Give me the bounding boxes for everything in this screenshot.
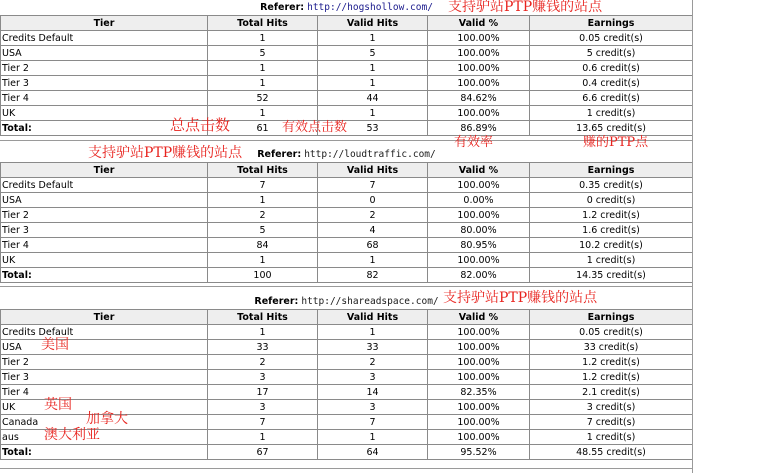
col-header-total-hits: Total Hits — [208, 310, 318, 325]
table-row — [1, 385, 693, 400]
total-hits-cell: 1 — [208, 76, 318, 91]
col-header-valid-pct: Valid % — [428, 16, 530, 31]
table-row — [1, 238, 693, 253]
valid-hits-cell: 1 — [318, 106, 428, 121]
total-hits-cell: 7 — [208, 415, 318, 430]
valid-hits-cell: 2 — [318, 355, 428, 370]
tier-cell: Tier 2 — [1, 208, 208, 223]
table-header-row — [1, 310, 693, 325]
valid-pct-cell: 100.00% — [428, 340, 530, 355]
right-border — [692, 0, 693, 473]
total-hits-cell: 1 — [208, 61, 318, 76]
valid-hits-cell: 5 — [318, 46, 428, 61]
valid-hits-cell: 1 — [318, 61, 428, 76]
total-hits-cell: 1 — [208, 325, 318, 340]
total-row — [1, 445, 693, 460]
table-row — [1, 178, 693, 193]
earnings-cell: 3 credit(s) — [530, 400, 693, 415]
valid-hits-cell: 53 — [318, 121, 428, 136]
table-row — [1, 91, 693, 106]
valid-hits-cell: 1 — [318, 31, 428, 46]
valid-pct-cell: 100.00% — [428, 106, 530, 121]
total-hits-cell: 1 — [208, 253, 318, 268]
valid-hits-cell: 68 — [318, 238, 428, 253]
total-hits-cell: 52 — [208, 91, 318, 106]
valid-pct-cell: 100.00% — [428, 370, 530, 385]
table-row — [1, 76, 693, 91]
valid-pct-cell: 100.00% — [428, 355, 530, 370]
valid-pct-cell: 80.95% — [428, 238, 530, 253]
table-row — [1, 340, 693, 355]
referer-label: Referer: — [260, 2, 305, 13]
valid-pct-cell: 100.00% — [428, 415, 530, 430]
earnings-cell: 0.4 credit(s) — [530, 76, 693, 91]
tier-cell: Credits Default — [1, 178, 208, 193]
annotation-site-ptp-3: 支持驴站PTP赚钱的站点 — [443, 290, 598, 306]
referer-link[interactable]: http://loudtraffic.com/ — [304, 149, 436, 160]
total-hits-cell: 7 — [208, 178, 318, 193]
total-hits-cell: 61 — [208, 121, 318, 136]
table-row — [1, 253, 693, 268]
earnings-cell: 33 credit(s) — [530, 340, 693, 355]
annotation-valid-hits: 有效点击数 — [282, 120, 348, 135]
valid-pct-cell: 100.00% — [428, 31, 530, 46]
valid-hits-cell: 0 — [318, 193, 428, 208]
valid-pct-cell: 0.00% — [428, 193, 530, 208]
col-header-valid-pct: Valid % — [428, 163, 530, 178]
total-row — [1, 268, 693, 283]
tier-cell: Tier 2 — [1, 61, 208, 76]
tier-cell: Credits Default — [1, 325, 208, 340]
valid-pct-cell: 100.00% — [428, 400, 530, 415]
total-hits-cell: 1 — [208, 31, 318, 46]
table-header-row — [1, 163, 693, 178]
table-row — [1, 223, 693, 238]
valid-pct-cell: 100.00% — [428, 46, 530, 61]
referer-table-2 — [0, 147, 693, 283]
earnings-cell: 48.55 credit(s) — [530, 445, 693, 460]
referer-link[interactable]: http://hogshollow.com/ — [307, 2, 433, 13]
table-row — [1, 355, 693, 370]
tier-cell: UK — [1, 400, 208, 415]
tier-cell: UK — [1, 106, 208, 121]
total-hits-cell: 2 — [208, 208, 318, 223]
valid-pct-cell: 82.00% — [428, 268, 530, 283]
valid-pct-cell: 100.00% — [428, 325, 530, 340]
total-label: Total: — [1, 268, 208, 283]
col-header-total-hits: Total Hits — [208, 163, 318, 178]
earnings-cell: 1.2 credit(s) — [530, 370, 693, 385]
earnings-cell: 5 credit(s) — [530, 46, 693, 61]
referer-table-3 — [0, 294, 693, 460]
annotation-site-ptp-1: 支持驴站PTP赚钱的站点 — [448, 0, 603, 15]
col-header-total-hits: Total Hits — [208, 16, 318, 31]
section-divider — [0, 468, 692, 469]
earnings-cell: 1.2 credit(s) — [530, 355, 693, 370]
tier-cell: UK — [1, 253, 208, 268]
valid-pct-cell: 100.00% — [428, 61, 530, 76]
tier-cell: Tier 3 — [1, 370, 208, 385]
earnings-cell: 2.1 credit(s) — [530, 385, 693, 400]
valid-hits-cell: 1 — [318, 253, 428, 268]
col-header-earnings: Earnings — [530, 16, 693, 31]
col-header-tier: Tier — [1, 310, 208, 325]
annotation-canada: 加拿大 — [86, 411, 128, 427]
valid-hits-cell: 82 — [318, 268, 428, 283]
tier-cell: USA — [1, 193, 208, 208]
tier-cell: Tier 2 — [1, 355, 208, 370]
table-row — [1, 61, 693, 76]
total-hits-cell: 1 — [208, 193, 318, 208]
col-header-tier: Tier — [1, 163, 208, 178]
referer-table-1 — [0, 0, 693, 136]
col-header-tier: Tier — [1, 16, 208, 31]
valid-hits-cell: 3 — [318, 400, 428, 415]
annotation-valid-rate: 有效率 — [454, 135, 494, 150]
earnings-cell: 1.2 credit(s) — [530, 208, 693, 223]
earnings-cell: 0 credit(s) — [530, 193, 693, 208]
total-hits-cell: 5 — [208, 46, 318, 61]
total-hits-cell: 100 — [208, 268, 318, 283]
total-hits-cell: 84 — [208, 238, 318, 253]
total-hits-cell: 67 — [208, 445, 318, 460]
tier-cell: Tier 3 — [1, 76, 208, 91]
valid-pct-cell: 84.62% — [428, 91, 530, 106]
col-header-earnings: Earnings — [530, 310, 693, 325]
earnings-cell: 0.05 credit(s) — [530, 31, 693, 46]
total-hits-cell: 2 — [208, 355, 318, 370]
valid-pct-cell: 100.00% — [428, 76, 530, 91]
tier-cell: Tier 4 — [1, 238, 208, 253]
valid-hits-cell: 7 — [318, 178, 428, 193]
table-row — [1, 370, 693, 385]
tier-cell: USA — [1, 340, 208, 355]
referer-label: Referer: — [257, 149, 302, 160]
tier-cell: Credits Default — [1, 31, 208, 46]
table-row — [1, 325, 693, 340]
earnings-cell: 14.35 credit(s) — [530, 268, 693, 283]
total-hits-cell: 33 — [208, 340, 318, 355]
col-header-valid-hits: Valid Hits — [318, 310, 428, 325]
total-label: Total: — [1, 121, 208, 136]
referer-link[interactable]: http://shareadspace.com/ — [301, 296, 439, 307]
total-label: Total: — [1, 445, 208, 460]
tier-cell: Tier 4 — [1, 91, 208, 106]
valid-pct-cell: 100.00% — [428, 208, 530, 223]
annotation-usa: 美国 — [41, 337, 69, 353]
annotation-ptp-earned: 赚的PTP点 — [583, 135, 649, 150]
valid-pct-cell: 95.52% — [428, 445, 530, 460]
earnings-cell: 1.6 credit(s) — [530, 223, 693, 238]
valid-pct-cell: 100.00% — [428, 430, 530, 445]
total-hits-cell: 5 — [208, 223, 318, 238]
table-row — [1, 31, 693, 46]
annotation-uk: 英国 — [44, 397, 72, 413]
table-row — [1, 208, 693, 223]
total-hits-cell: 1 — [208, 106, 318, 121]
valid-hits-cell: 33 — [318, 340, 428, 355]
valid-hits-cell: 2 — [318, 208, 428, 223]
valid-pct-cell: 100.00% — [428, 253, 530, 268]
valid-hits-cell: 1 — [318, 430, 428, 445]
annotation-site-ptp-2: 支持驴站PTP赚钱的站点 — [88, 145, 243, 161]
referer-label: Referer: — [254, 296, 299, 307]
table-row — [1, 106, 693, 121]
col-header-valid-hits: Valid Hits — [318, 16, 428, 31]
earnings-cell: 1 credit(s) — [530, 430, 693, 445]
total-hits-cell: 17 — [208, 385, 318, 400]
earnings-cell: 6.6 credit(s) — [530, 91, 693, 106]
section-divider — [0, 286, 692, 287]
earnings-cell: 10.2 credit(s) — [530, 238, 693, 253]
annotation-australia: 澳大利亚 — [44, 427, 100, 443]
earnings-cell: 13.65 credit(s) — [530, 121, 693, 136]
valid-pct-cell: 80.00% — [428, 223, 530, 238]
tier-cell: Tier 3 — [1, 223, 208, 238]
total-hits-cell: 3 — [208, 370, 318, 385]
tier-cell: Tier 4 — [1, 385, 208, 400]
tier-cell: aus — [1, 430, 208, 445]
tier-cell: USA — [1, 46, 208, 61]
valid-hits-cell: 4 — [318, 223, 428, 238]
valid-hits-cell: 44 — [318, 91, 428, 106]
earnings-cell: 1 credit(s) — [530, 106, 693, 121]
tier-cell: Canada — [1, 415, 208, 430]
valid-hits-cell: 7 — [318, 415, 428, 430]
table-row — [1, 46, 693, 61]
earnings-cell: 0.35 credit(s) — [530, 178, 693, 193]
col-header-earnings: Earnings — [530, 163, 693, 178]
col-header-valid-pct: Valid % — [428, 310, 530, 325]
earnings-cell: 0.6 credit(s) — [530, 61, 693, 76]
valid-pct-cell: 82.35% — [428, 385, 530, 400]
valid-hits-cell: 3 — [318, 370, 428, 385]
earnings-cell: 7 credit(s) — [530, 415, 693, 430]
table-row — [1, 430, 693, 445]
valid-hits-cell: 14 — [318, 385, 428, 400]
table-row — [1, 193, 693, 208]
annotation-total-hits: 总点击数 — [170, 116, 231, 134]
valid-pct-cell: 86.89% — [428, 121, 530, 136]
total-hits-cell: 1 — [208, 430, 318, 445]
earnings-cell: 0.05 credit(s) — [530, 325, 693, 340]
valid-hits-cell: 64 — [318, 445, 428, 460]
total-hits-cell: 3 — [208, 400, 318, 415]
valid-hits-cell: 1 — [318, 76, 428, 91]
table-header-row — [1, 16, 693, 31]
valid-pct-cell: 100.00% — [428, 178, 530, 193]
earnings-cell: 1 credit(s) — [530, 253, 693, 268]
valid-hits-cell: 1 — [318, 325, 428, 340]
col-header-valid-hits: Valid Hits — [318, 163, 428, 178]
